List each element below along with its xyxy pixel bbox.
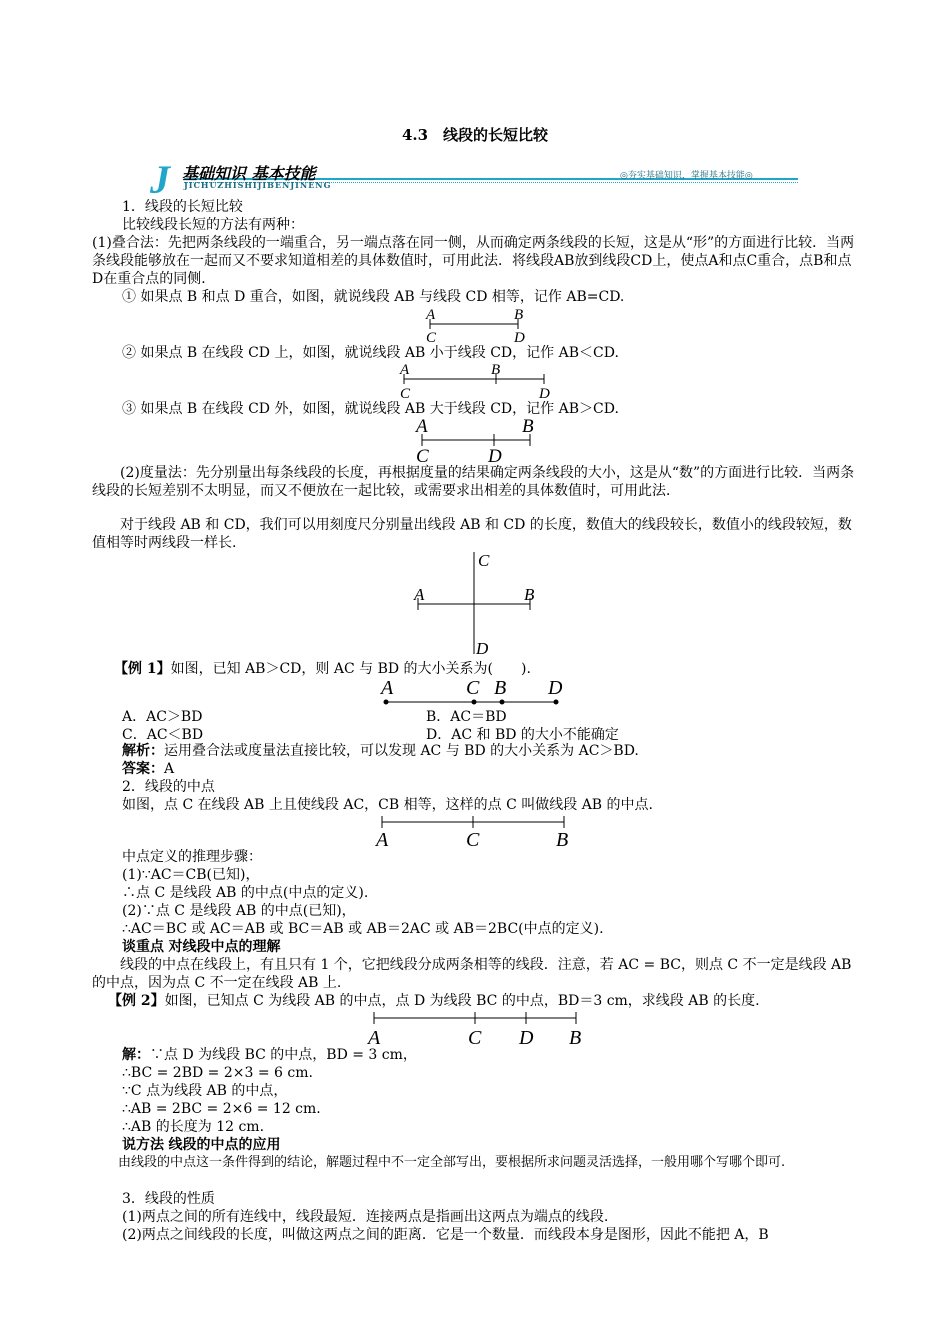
- case-1-text: ① 如果点 B 和点 D 重合，如图，就说线段 AB 与线段 CD 相等，记作 AB=CD.: [122, 289, 625, 305]
- example-1-tag: 【例 1】: [114, 661, 171, 677]
- label-c: C: [468, 1027, 482, 1049]
- midpoint-step-1b: ∴点 C 是线段 AB 的中点(中点的定义).: [122, 885, 369, 901]
- label-d: D: [476, 639, 489, 658]
- figure-equal-segments: [420, 304, 530, 346]
- example-1-text: 如图，已知 AB＞CD，则 AC 与 BD 的大小关系为( ).: [170, 661, 531, 677]
- method-label: 说方法: [122, 1137, 164, 1153]
- figure-cross-segments: [410, 550, 550, 660]
- banner-letter: J: [150, 157, 170, 202]
- example-2-tag: 【例 2】: [108, 993, 165, 1009]
- overlap-method-paragraph: (1)叠合法：先把两条线段的一端重合，另一端点落在同一侧，从而确定两条线段的长短，这是从“形”的方面进行比较．当两条线段能够放在一起而又不要求知道相差的具体数值时，可用此法．将线段AB放到线段CD上，使点A和点C重合，点B和点D在重合点的同侧．: [92, 235, 855, 287]
- label-c: C: [416, 446, 429, 467]
- label-d: D: [548, 677, 563, 699]
- section-3-heading: 3．线段的性质: [122, 1191, 215, 1207]
- key-point-title: 对线段中点的理解: [168, 939, 281, 955]
- label-a: A: [368, 1027, 381, 1049]
- option-b: B．AC＝BD: [426, 709, 507, 725]
- page-title: 4.3 线段的长短比较: [401, 126, 549, 144]
- midpoint-step-2b: ∴AC＝BC 或 AC＝AB 或 BC＝AB 或 AB＝2AC 或 AB＝2BC(中点的定义).: [122, 921, 604, 937]
- answer-text: A: [164, 761, 175, 777]
- label-c: C: [400, 386, 411, 402]
- label-b: B: [556, 829, 569, 851]
- label-b: B: [569, 1027, 582, 1049]
- figure-example-2: [366, 1010, 596, 1050]
- solution-text-1: ∵点 D 为线段 BC 的中点，BD = 3 cm，: [150, 1047, 417, 1063]
- option-d: D．AC 和 BD 的大小不能确定: [426, 727, 619, 743]
- analysis-label: 解析：: [122, 743, 164, 759]
- point-d: [554, 700, 559, 705]
- label-a: A: [426, 307, 436, 323]
- label-d: D: [539, 386, 550, 402]
- case-3-text: ③ 如果点 B 在线段 CD 外，如图，就说线段 AB 大于线段 CD，记作 AB＞CD.: [122, 401, 619, 417]
- banner-motto: ◎夯实基础知识，掌握基本技能◎: [620, 171, 753, 181]
- label-b: B: [494, 677, 507, 699]
- ruler-paragraph: 对于线段 AB 和 CD，我们可以用刻度尺分别量出线段 AB 和 CD 的长度，数值大的线段较长，数值小的线段较短，数值相等时两线段一样长.: [92, 517, 852, 551]
- midpoint-step-2a: (2)∵点 C 是线段 AB 的中点(已知)，: [122, 903, 356, 919]
- label-b: B: [491, 362, 501, 378]
- measure-method-paragraph: (2)度量法：先分别量出每条线段的长度，再根据度量的结果确定两条线段的大小，这是从“数”的方面进行比较．当两条线段的长短差别不太明显，而又不便放在一起比较，或需要求出相差的具体数值时，可用此法．: [92, 465, 855, 499]
- analysis-text: 运用叠合法或度量法直接比较，可以发现 AC 与 BD 的大小关系为 AC＞BD.: [164, 743, 639, 759]
- midpoint-step-1a: (1)∵AC＝CB(已知)，: [122, 867, 260, 883]
- figure-ab-less-than-cd: [396, 360, 556, 402]
- label-a: A: [376, 829, 389, 851]
- label-d: D: [519, 1027, 534, 1049]
- label-a: A: [416, 416, 428, 437]
- example-2-text: 如图，已知点 C 为线段 AB 的中点，点 D 为线段 BC 的中点，BD＝3 cm，求线段 AB 的长度.: [164, 993, 760, 1009]
- method-heading: [122, 1136, 862, 1154]
- key-point-label: 谈重点: [122, 939, 164, 955]
- option-a: A．AC＞BD: [122, 709, 203, 725]
- label-d: D: [488, 446, 502, 467]
- methods-intro: 比较线段长短的方法有两种：: [122, 217, 304, 233]
- label-a: A: [400, 362, 410, 378]
- label-b: B: [524, 585, 535, 604]
- solution-line-2: ∴BC = 2BD = 2×3 = 6 cm.: [122, 1065, 313, 1081]
- solution-line-4: ∴AB = 2BC = 2×6 = 12 cm.: [122, 1101, 321, 1117]
- segment-property-1: (1)两点之间的所有连线中，线段最短．连接两点是指画出这两点为端点的线段.: [122, 1209, 609, 1225]
- point-a: [384, 700, 389, 705]
- solution-line-5: ∴AB 的长度为 12 cm.: [122, 1119, 265, 1135]
- solution-line-3: ∵C 点为线段 AB 的中点，: [122, 1083, 288, 1099]
- key-point-heading: [122, 938, 862, 956]
- answer-label: 答案：: [122, 761, 164, 777]
- label-c: C: [466, 677, 480, 699]
- figure-midpoint: [372, 812, 582, 852]
- method-title: 线段的中点的应用: [168, 1137, 281, 1153]
- solution-line-1: [122, 1046, 862, 1064]
- point-b: [500, 700, 505, 705]
- example-1-answer: [122, 760, 862, 778]
- label-b: B: [522, 416, 534, 437]
- figure-example-1: [378, 676, 578, 708]
- key-point-text: 线段的中点在线段上，有且只有 1 个，它把线段分成两条相等的线段．注意，若 AC = BC，则点 C 不一定是线段 AB 的中点，因为点 C 不一定在线段 AB 上.: [92, 957, 852, 991]
- section-banner: [150, 157, 800, 202]
- segment-property-2: (2)两点之间线段的长度，叫做这两点之间的距离．它是一个数量．而线段本身是图形，因此不能把 A，B: [122, 1227, 769, 1243]
- label-c: C: [466, 829, 480, 851]
- figure-ab-greater-than-cd: [412, 414, 542, 467]
- section-2-heading: 2．线段的中点: [122, 779, 215, 795]
- label-a: A: [414, 585, 425, 604]
- point-c: [472, 700, 477, 705]
- solution-label: 解：: [122, 1047, 150, 1063]
- banner-pinyin: JICHUZHISHIJIBENJINENG: [184, 180, 332, 190]
- example-2-question: [108, 992, 868, 1010]
- method-text: 由线段的中点这一条件得到的结论，解题过程中不一定全部写出，要根据所求问题灵活选择，一般用哪个写哪个即可.: [118, 1155, 786, 1170]
- midpoint-definition: 如图，点 C 在线段 AB 上且使线段 AC，CB 相等，这样的点 C 叫做线段 AB 的中点.: [122, 797, 653, 813]
- label-b: B: [514, 307, 524, 323]
- option-c: C．AC＜BD: [122, 727, 204, 743]
- label-c: C: [478, 551, 490, 570]
- label-c: C: [426, 330, 437, 346]
- section-1-heading: 1．线段的长短比较: [122, 199, 243, 215]
- example-1-analysis: [122, 742, 862, 760]
- case-2-text: ② 如果点 B 在线段 CD 上，如图，就说线段 AB 小于线段 CD，记作 AB＜CD.: [122, 345, 619, 361]
- label-a: A: [381, 677, 394, 699]
- banner-heading: 基础知识 基本技能: [182, 164, 316, 183]
- midpoint-steps-title: 中点定义的推理步骤：: [122, 849, 262, 865]
- label-d: D: [514, 330, 525, 346]
